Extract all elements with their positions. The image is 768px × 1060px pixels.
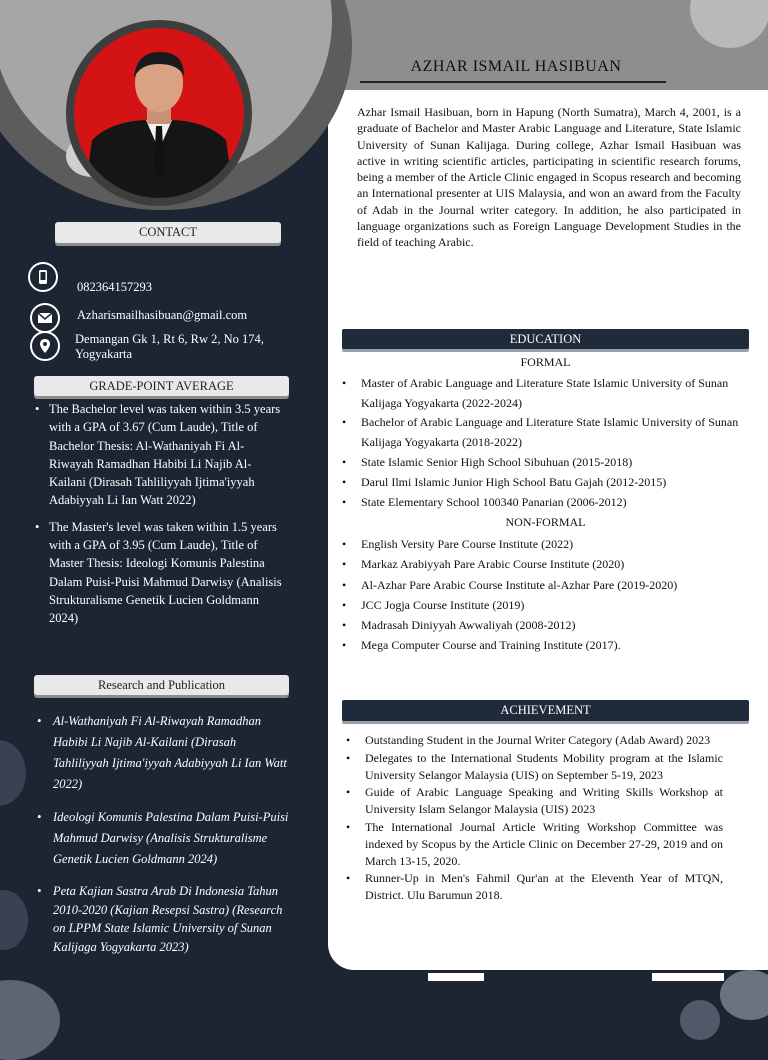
address: [75, 332, 264, 362]
decor-circle: [0, 980, 60, 1060]
decor-circle: [720, 970, 768, 1020]
formal-label: FORMAL: [520, 355, 571, 369]
gpa-header: GRADE-POINT AVERAGE: [34, 376, 289, 396]
achievement-header: ACHIEVEMENT: [342, 700, 749, 721]
decor-bar: [652, 973, 724, 981]
course-item: • Mega Computer Course and Training Institute (2017).: [341, 635, 751, 655]
achievement-item: • Runner-Up in Men's Fahmil Qur'an at the Eleventh Year of MTQN, District. Ulu Barumun 2018.: [345, 870, 723, 904]
name-underline: [360, 81, 666, 83]
course-item: • English Versity Pare Course Institute (2022): [341, 534, 751, 554]
address-line-2: Yogyakarta: [75, 347, 133, 361]
education-header: EDUCATION: [342, 329, 749, 349]
research-item: • Ideologi Komunis Palestina Dalam Puisi-Puisi Mahmud Darwisy (Analisis Strukturalisme Genetik Lucien Goldmann 2024): [35, 807, 293, 870]
nonformal-education-list: [341, 534, 751, 656]
course-item: • JCC Jogja Course Institute (2019): [341, 595, 751, 615]
decor-bar: [428, 973, 484, 981]
location-icon: [30, 331, 60, 361]
education-item: • State Islamic Senior High School Sibuhuan (2015-2018): [341, 452, 751, 472]
formal-education-list: [341, 374, 751, 512]
education-item: • Bachelor of Arabic Language and Literature State Islamic University of Sunan Kalijaga Yogyakarta (2018-2022): [341, 413, 751, 452]
gpa-list: [33, 400, 287, 628]
decor-circle: [0, 890, 28, 950]
research-item: • Peta Kajian Sastra Arab Di Indonesia Tahun 2010-2020 (Kajian Resepsi Sastra) (Research on LPPM State Islamic University of Sunan Kalijaga Yogyakarta 2023): [35, 882, 293, 956]
full-name: AZHAR ISMAIL HASIBUAN: [410, 58, 622, 75]
achievement-item: • Outstanding Student in the Journal Writer Category (Adab Award) 2023: [345, 732, 723, 749]
education-item: • Darul Ilmi Islamic Junior High School Batu Gajah (2012-2015): [341, 472, 751, 492]
profile-photo: [74, 28, 244, 198]
phone-icon: [28, 262, 58, 292]
biography: Azhar Ismail Hasibuan, born in Hapung (North Sumatra), March 4, 2001, is a graduate of Bachelor and Master Arabic Language and Literature, State Islamic University of Sunan Kalijaga. During college, Azhar Ismail Hasibuan was active in writing scientific articles, participating in scientific research forums, being a member of the Article Clinic engaged in Scopus research and becoming an International presenter at UIS Malaysia, and won an award from the Faculty of Adab in the Journal writer category. In addition, he also participated in language organizations such as Foreign Language Development Studies in the field of teaching Arabic.: [357, 105, 741, 250]
gpa-bachelor: • The Bachelor level was taken within 3.5 years with a GPA of 3.67 (Cum Laude), Title of Bachelor Thesis: Al-Wathaniyah Fi Al-Riwayah Ramadhan Habibi Li Najib Al-Kailani (Dirasah Tahliliyyah Ijtima'iyyah Adabiyyah Li Ian Watt 2022): [33, 400, 287, 510]
address-line-1: Demangan Gk 1, Rt 6, Rw 2, No 174,: [75, 332, 264, 346]
course-item: • Madrasah Diniyyah Awwaliyah (2008-2012): [341, 615, 751, 635]
course-item: • Markaz Arabiyyah Pare Arabic Course Institute (2020): [341, 554, 751, 574]
education-item: • Master of Arabic Language and Literature State Islamic University of Sunan Kalijaga Yogyakarta (2022-2024): [341, 374, 751, 413]
phone-number[interactable]: 082364157293: [77, 280, 152, 294]
education-item: • State Elementary School 100340 Panarian (2006-2012): [341, 492, 751, 512]
decor-circle: [680, 1000, 720, 1040]
research-item: • Al-Wathaniyah Fi Al-Riwayah Ramadhan Habibi Li Najib Al-Kailani (Dirasah Tahliliyyah Ijtima'iyyah Adabiyyah Li Ian Watt 2022): [35, 711, 293, 795]
achievement-list: [345, 732, 723, 904]
course-item: • Al-Azhar Pare Arabic Course Institute al-Azhar Pare (2019-2020): [341, 575, 751, 595]
research-header: Research and Publication: [34, 675, 289, 695]
decor-circle: [0, 740, 26, 806]
email-address[interactable]: Azharismailhasibuan@gmail.com: [77, 308, 248, 322]
achievement-item: • The International Journal Article Writing Workshop Committee was indexed by Scopus by the Article Clinic on December 27-29, 2019 and on March 13-15, 2020.: [345, 819, 723, 869]
gpa-master: • The Master's level was taken within 1.5 years with a GPA of 3.95 (Cum Laude), Title of Master Thesis: Ideologi Komunis Palestina Dalam Puisi-Puisi Mahmud Darwisy (Analisis Strukturalisme Genetik Lucien Goldmann 2024): [33, 518, 287, 628]
person-avatar-icon: [74, 28, 244, 198]
research-list: [35, 711, 293, 968]
nonformal-label: NON-FORMAL: [505, 515, 586, 529]
mail-icon: [30, 303, 60, 333]
contact-header: CONTACT: [55, 222, 281, 243]
achievement-item: • Guide of Arabic Language Speaking and Writing Skills Workshop at University Islam Selangor Malaysia (UIS) 2023: [345, 784, 723, 818]
achievement-item: • Delegates to the International Students Mobility program at the Islamic University Selangor Malaysia (UIS) on September 5-19, 2023: [345, 750, 723, 784]
